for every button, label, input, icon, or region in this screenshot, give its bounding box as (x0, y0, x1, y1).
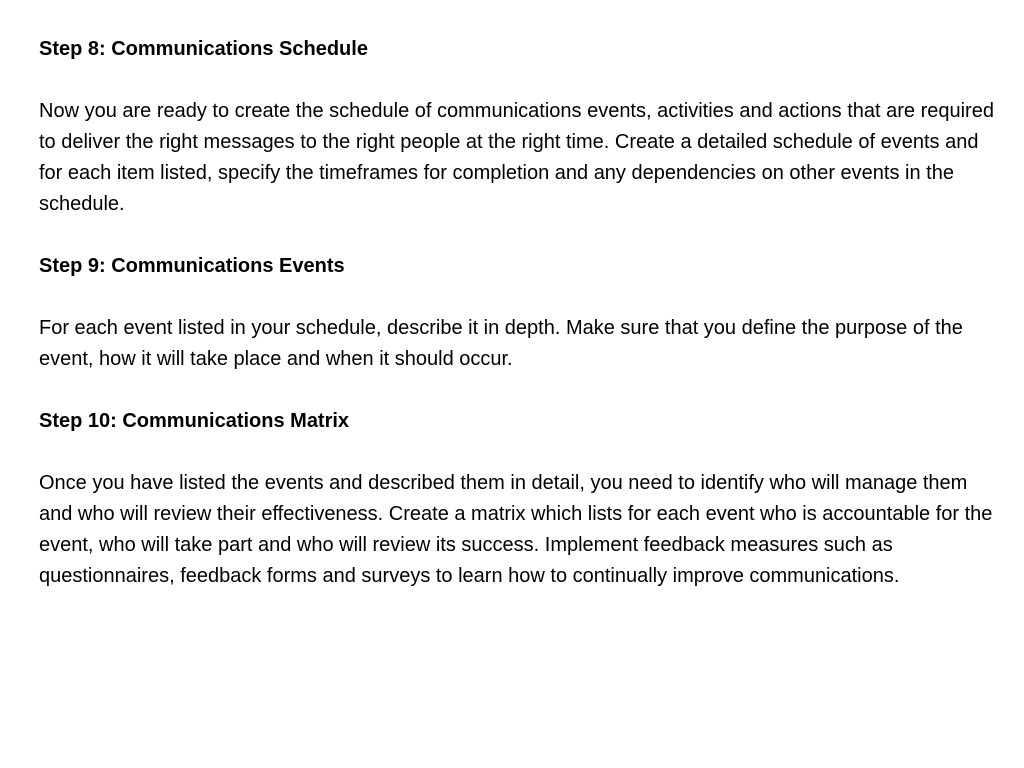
spacer (39, 437, 1001, 468)
section-body: Once you have listed the events and described them in detail, you need to identify who will manage them and who will review their effectiveness. Create a matrix which lists for each event who is accountable for the event, who will take part and who will review its success. Implement feedback measures such as questionnaires, feedback forms and surveys to learn how to continually improve communications. (39, 472, 993, 587)
slide-content (39, 34, 1001, 592)
section-body: For each event listed in your schedule, describe it in depth. Make sure that you define the purpose of the event, how it will take place and when it should occur. (39, 317, 963, 370)
spacer (39, 375, 1001, 406)
section-heading: Step 9: Communications Events (39, 255, 345, 277)
section-step-8 (39, 34, 1001, 220)
section-heading: Step 10: Communications Matrix (39, 410, 350, 432)
section-body: Now you are ready to create the schedule of communications events, activities and actions that are required to deliver the right messages to the right people at the right time. Create a detailed schedule of events and for each item listed, specify the timeframes for completion and any dependencies on other events in the schedule. (39, 100, 994, 215)
section-heading: Step 8: Communications Schedule (39, 38, 368, 60)
section-step-10 (39, 406, 1001, 592)
spacer (39, 220, 1001, 251)
spacer (39, 65, 1001, 96)
spacer (39, 282, 1001, 313)
section-step-9 (39, 251, 1001, 375)
